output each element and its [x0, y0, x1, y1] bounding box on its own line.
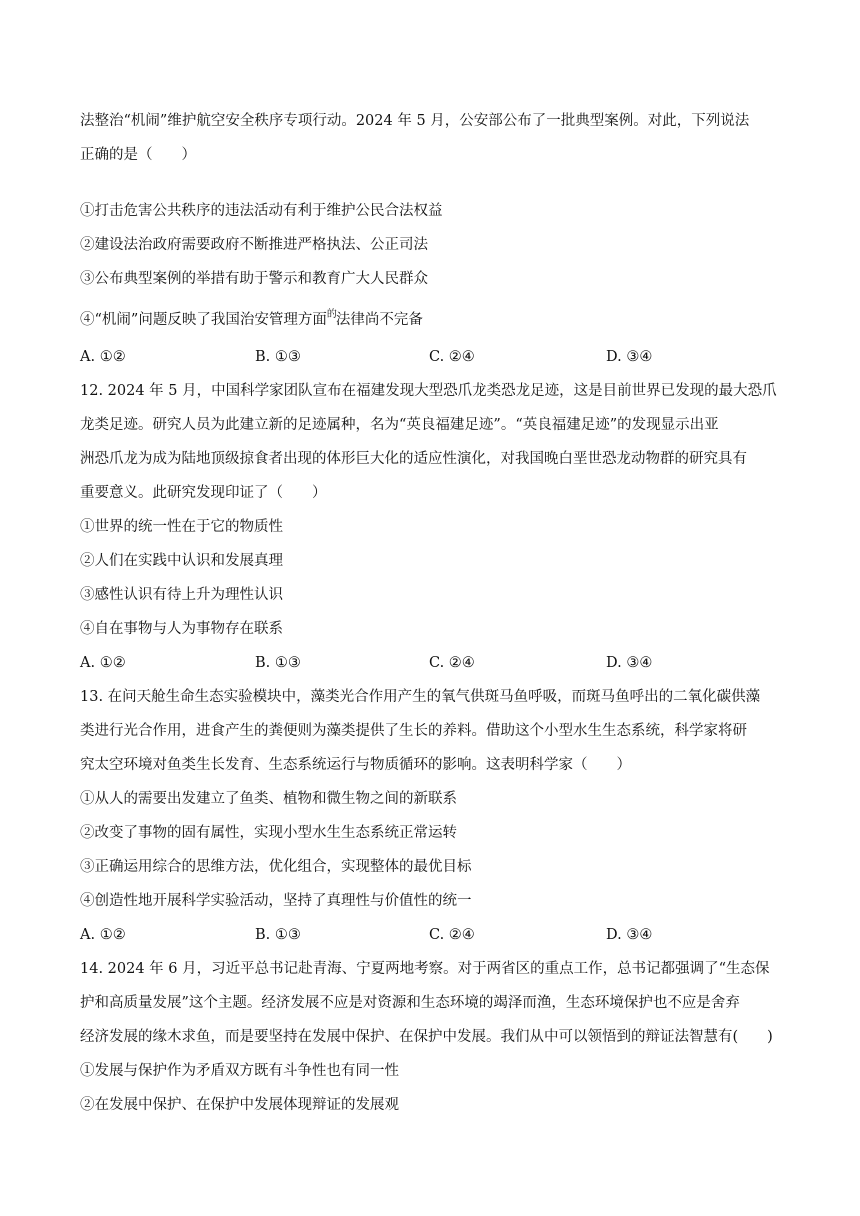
q13-option-b[interactable]: B. ①③ — [255, 927, 301, 943]
q13-stem-line: 类进行光合作用，进食产生的粪便则为藻类提供了生长的养料。借助这个小型水生生态系统，科学家将研 — [80, 723, 747, 739]
q13-option-c[interactable]: C. ②④ — [429, 927, 475, 943]
q14-stem-line: 护和高质量发展”这个主题。经济发展不应是对资源和生态环境的竭泽而渔，生态环境保护也不应是舍弃 — [80, 995, 740, 1011]
q13-choice-item: ②改变了事物的固有属性，实现小型水生生态系统正常运转 — [80, 825, 457, 841]
q13-option-d[interactable]: D. ③④ — [606, 927, 653, 943]
q12-option-a[interactable]: A. ①② — [80, 655, 126, 671]
q12-option-b[interactable]: B. ①③ — [255, 655, 301, 671]
q12-stem-line: 龙类足迹。研究人员为此建立新的足迹属种，名为“英良福建足迹”。“英良福建足迹”的发现显示出亚 — [80, 417, 719, 433]
q12-choice-item: ①世界的统一性在于它的物质性 — [80, 519, 283, 535]
q11-item4-text-before: ④“机闹”问题反映了我国治安管理方面 — [80, 312, 327, 328]
q14-stem-line: 14. 2024 年 6 月，习近平总书记赴青海、宁夏两地考察。对于两省区的重点工作，总书记都强调了“生态保 — [80, 961, 770, 977]
q12-answer-options — [80, 653, 790, 673]
q11-choice-item: ①打击危害公共秩序的违法活动有利于维护公民合法权益 — [80, 203, 443, 219]
q12-stem-line: 洲恐爪龙为成为陆地顶级掠食者出现的体形巨大化的适应性演化，对我国晚白垩世恐龙动物群的研究具有 — [80, 451, 747, 467]
q13-stem-line: 究太空环境对鱼类生长发育、生态系统运行与物质循环的影响。这表明科学家（ ） — [80, 757, 631, 773]
q11-item4-text-after: 法律尚不完备 — [335, 312, 423, 328]
q11-choice-item — [80, 310, 790, 332]
q11-option-d[interactable]: D. ③④ — [606, 349, 653, 365]
q13-choice-item: ③正确运用综合的思维方法，优化组合，实现整体的最优目标 — [80, 859, 472, 875]
q11-stem-line: 正确的是（ ） — [80, 147, 196, 163]
q12-stem-line: 重要意义。此研究发现印证了（ ） — [80, 485, 327, 501]
q14-stem-line: 经济发展的缘木求鱼，而是要坚持在发展中保护、在保护中发展。我们从中可以领悟到的辩证法智慧有( ) — [80, 1029, 773, 1045]
q12-choice-item: ②人们在实践中认识和发展真理 — [80, 553, 283, 569]
q11-option-b[interactable]: B. ①③ — [255, 349, 301, 365]
q13-option-a[interactable]: A. ①② — [80, 927, 126, 943]
q11-choice-item: ③公布典型案例的举措有助于警示和教育广大人民群众 — [80, 271, 428, 287]
q13-answer-options — [80, 925, 790, 945]
q12-option-d[interactable]: D. ③④ — [606, 655, 653, 671]
q11-option-c[interactable]: C. ②④ — [429, 349, 475, 365]
q11-stem-line: 法整治“机闹”维护航空安全秩序专项行动。2024 年 5 月，公安部公布了一批典型案例。对此，下列说法 — [80, 113, 750, 129]
q14-choice-item: ②在发展中保护、在保护中发展体现辩证的发展观 — [80, 1097, 399, 1113]
q12-choice-item: ③感性认识有待上升为理性认识 — [80, 587, 283, 603]
q13-choice-item: ①从人的需要出发建立了鱼类、植物和微生物之间的新联系 — [80, 791, 457, 807]
q11-answer-options — [80, 347, 790, 367]
q11-item4-small-char: 的 — [326, 309, 336, 320]
q11-option-a[interactable]: A. ①② — [80, 349, 126, 365]
q12-choice-item: ④自在事物与人为事物存在联系 — [80, 621, 283, 637]
q13-choice-item: ④创造性地开展科学实验活动，坚持了真理性与价值性的统一 — [80, 893, 472, 909]
q13-stem-line: 13. 在问天舱生命生态实验模块中，藻类光合作用产生的氧气供斑马鱼呼吸，而斑马鱼呼出的二氧化碳供藻 — [80, 689, 761, 705]
q14-choice-item: ①发展与保护作为矛盾双方既有斗争性也有同一性 — [80, 1063, 399, 1079]
q12-stem-line: 12. 2024 年 5 月，中国科学家团队宣布在福建发现大型恐爪龙类恐龙足迹，这是目前世界已发现的最大恐爪 — [80, 383, 777, 399]
q11-choice-item: ②建设法治政府需要政府不断推进严格执法、公正司法 — [80, 237, 428, 253]
q12-option-c[interactable]: C. ②④ — [429, 655, 475, 671]
